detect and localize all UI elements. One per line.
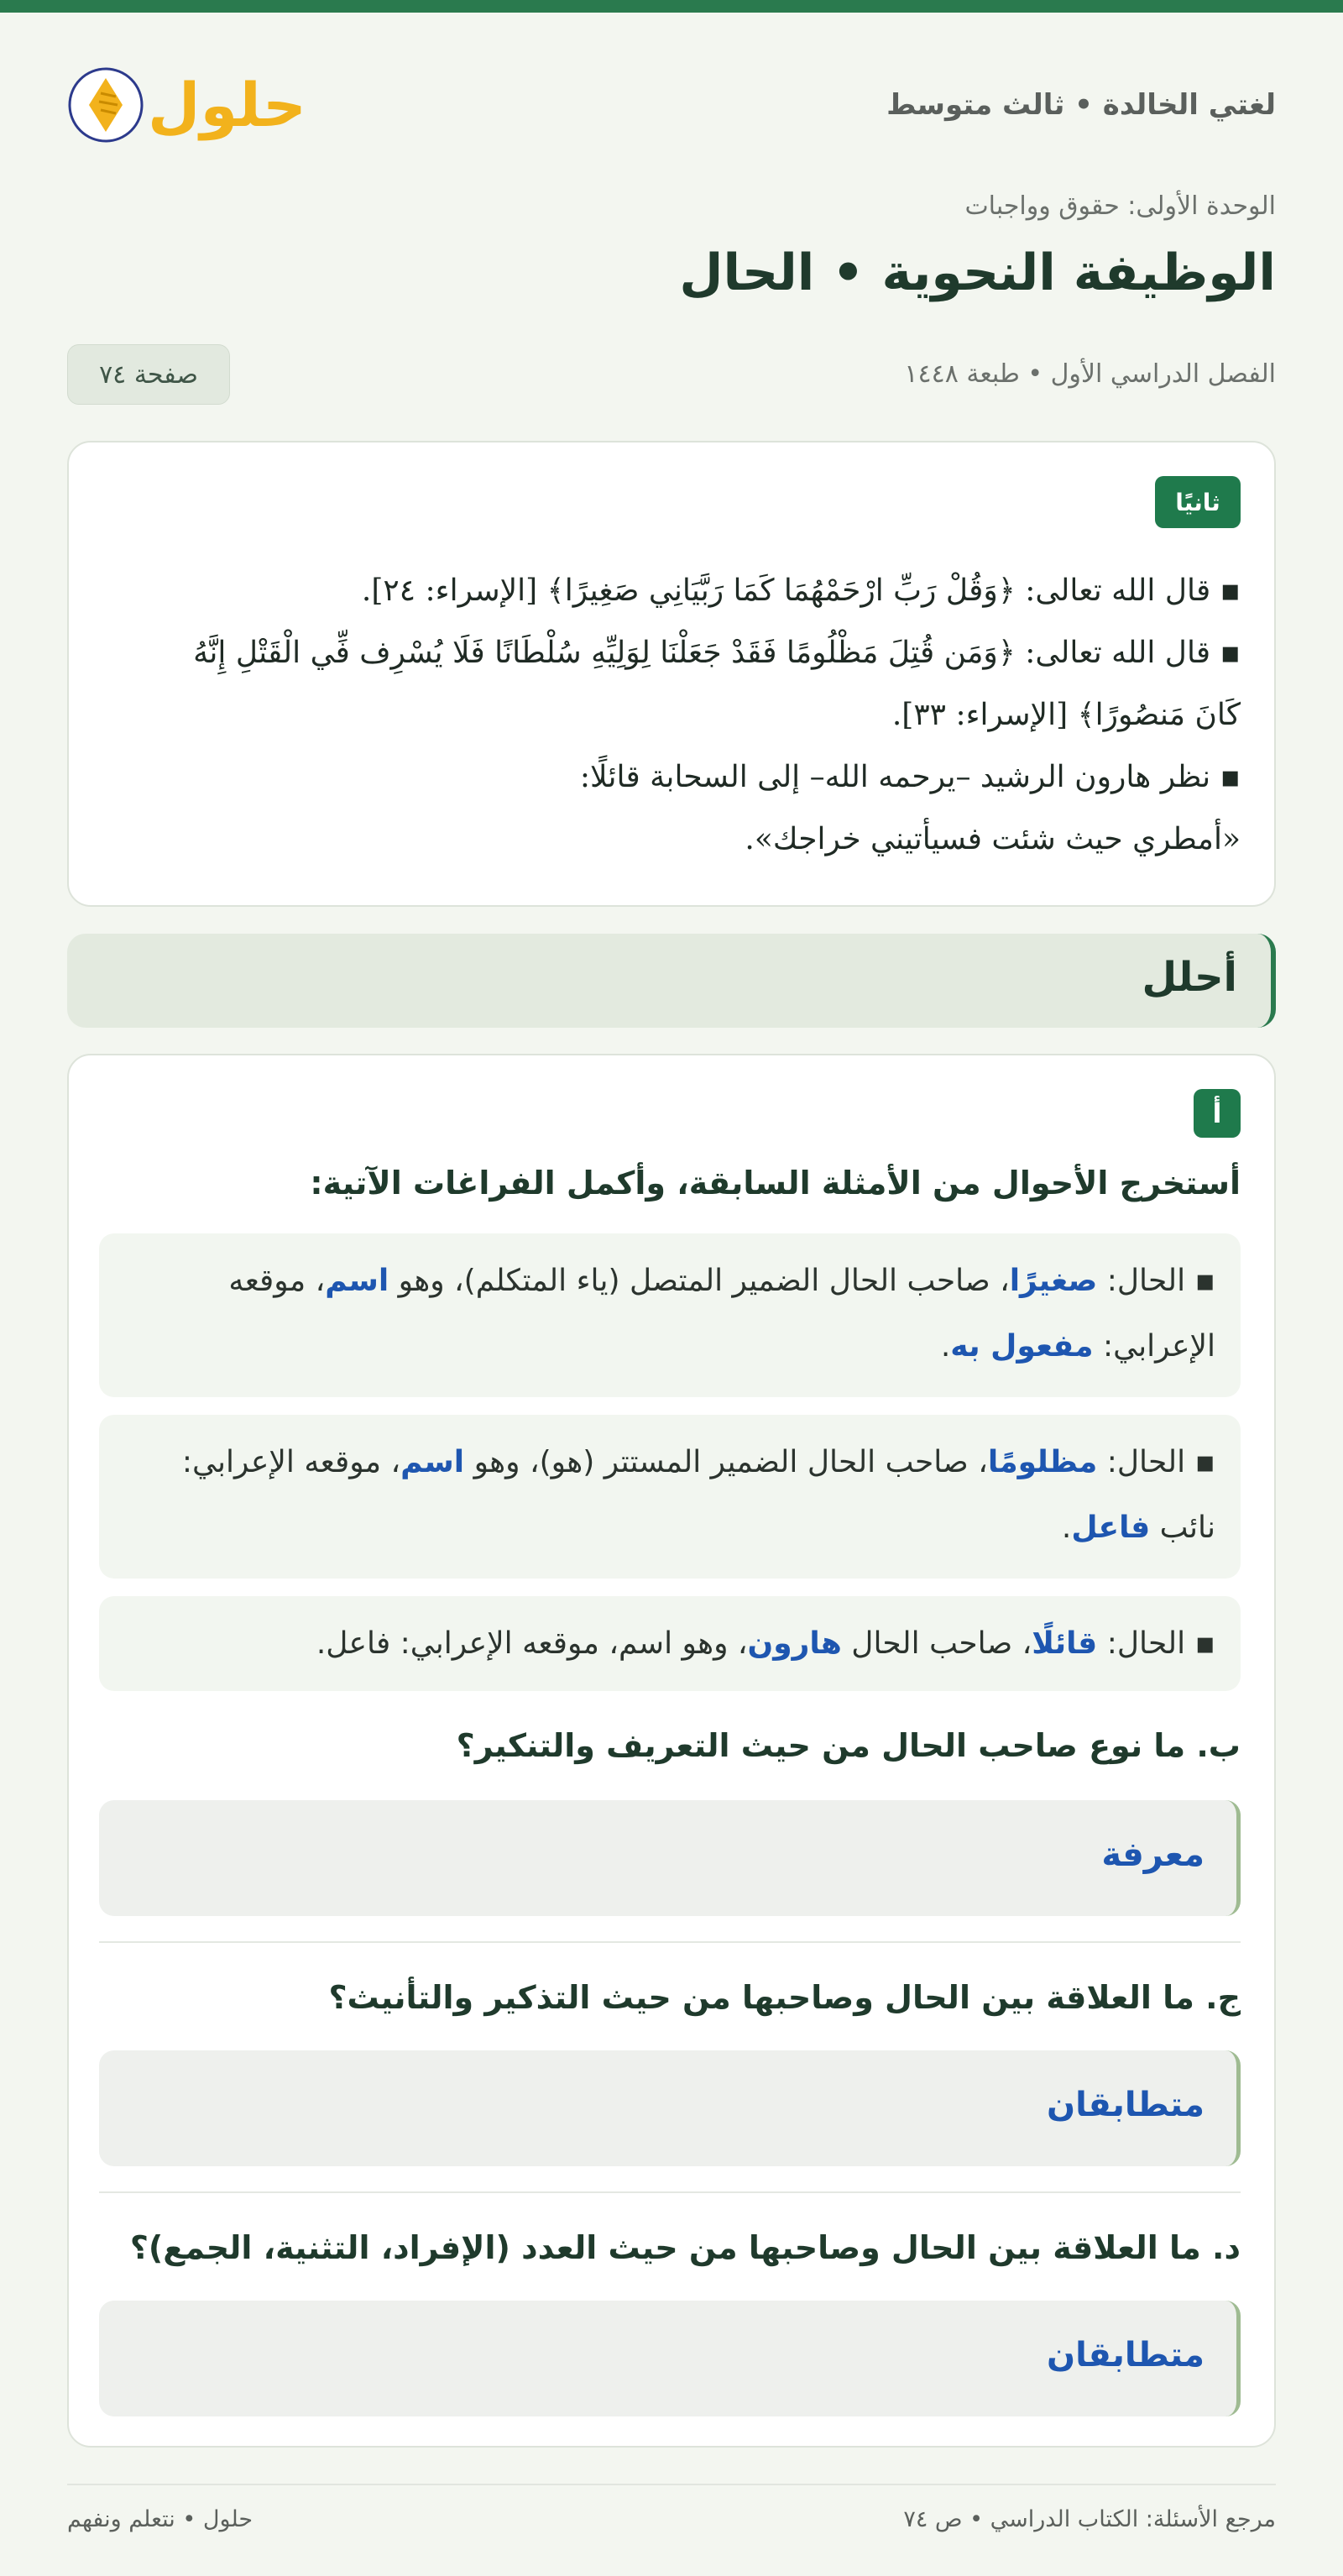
hal-word: مظلومًا — [987, 1445, 1098, 1479]
question-b: ب. ما نوع صاحب الحال من حيث التعريف والتنكير؟ — [456, 1727, 1241, 1764]
question-c: ج. ما العلاقة بين الحال وصاحبها من حيث التذكير والتأنيث؟ — [328, 1979, 1241, 2016]
examples-text — [99, 560, 1241, 871]
hal-owner: هارون — [747, 1626, 842, 1661]
page-header — [67, 50, 1276, 160]
examples-tag: ثانيًا — [1155, 476, 1241, 528]
answer-box-c — [99, 2050, 1241, 2166]
divider — [99, 2191, 1241, 2193]
answer-item — [99, 1415, 1241, 1579]
item-prefix: ▪ الحال: — [1097, 1626, 1215, 1661]
top-accent-bar — [0, 0, 1343, 13]
question-d: د. ما العلاقة بين الحال وصاحبها من حيث العدد (الإفراد، التثنية، الجمع)؟ — [129, 2229, 1241, 2266]
hal-word: قائلًا — [1032, 1626, 1098, 1661]
section-heading-text: أحلل — [1142, 954, 1237, 1001]
example-line: كَانَ مَنصُورًا﴾ [الإسراء: ٣٣]. — [891, 698, 1241, 732]
answer-item — [99, 1233, 1241, 1397]
section-heading — [67, 934, 1276, 1028]
example-line: «أمطري حيث شئت فسيأتيني خراجك». — [745, 822, 1241, 856]
item-end: . — [940, 1329, 951, 1364]
hal-word: صغيرًا — [1009, 1264, 1098, 1298]
logo-text: حلول — [148, 70, 306, 140]
grammatical-role: فاعل — [1071, 1511, 1151, 1545]
logo-book-icon — [67, 66, 144, 144]
item-text: ، صاحب الحال الضمير المستتر (هو)، وهو — [464, 1445, 988, 1479]
item-text: ، صاحب الحال الضمير المتصل (ياء المتكلم)، وهو — [389, 1264, 1010, 1298]
item-text: ، صاحب الحال — [841, 1626, 1032, 1661]
example-line: ▪ قال الله تعالى: ﴿وَمَن قُتِلَ مَظْلُومًا فَقَدْ جَعَلْنَا لِوَلِيِّهِ سُلْطَانًا فَلَا يُسْرِف فِّي الْقَتْلِ إِنَّهُ — [193, 636, 1241, 670]
footer-brand[interactable]: حلول • نتعلم ونفهم — [67, 2506, 253, 2532]
answer-b: معرفة — [1101, 1835, 1205, 1874]
footer-reference: مرجع الأسئلة: الكتاب الدراسي • ص ٧٤ — [903, 2506, 1276, 2532]
item-end: ، وهو اسم، موقعه الإعرابي: فاعل. — [316, 1626, 748, 1661]
item-text: ، موقعه الإعرابي: — [228, 1264, 1215, 1364]
item-prefix: ▪ الحال: — [1097, 1264, 1215, 1298]
answer-box-d — [99, 2301, 1241, 2416]
example-line: ▪ قال الله تعالى: ﴿وَقُلْ رَبِّ ارْحَمْهُمَا كَمَا رَبَّيَانِي صَغِيرًا﴾ [الإسراء: ٢٤]. — [361, 573, 1241, 608]
item-prefix: ▪ الحال: — [1097, 1445, 1215, 1479]
analysis-card — [67, 1054, 1276, 2448]
answer-item — [99, 1596, 1241, 1691]
grammatical-role: مفعول به — [950, 1329, 1094, 1364]
header-title: لغتي الخالدة • ثالث متوسط — [886, 88, 1276, 122]
brand-logo[interactable] — [67, 66, 306, 144]
item-text: ، موقعه الإعرابي: نائب — [181, 1445, 1215, 1545]
item-end: . — [1061, 1511, 1072, 1545]
answer-box-b — [99, 1800, 1241, 1916]
semester-label: الفصل الدراسي الأول • طبعة ١٤٤٨ — [904, 359, 1276, 389]
example-line: ▪ نظر هارون الرشيد –يرحمه الله– إلى السحابة قائلًا: — [579, 760, 1241, 794]
answer-d: متطابقان — [1046, 2336, 1205, 2374]
page-title: الوظيفة النحوية • الحال — [679, 243, 1276, 302]
page-number-badge: صفحة ٧٤ — [67, 344, 230, 405]
divider — [99, 1941, 1241, 1943]
footer-divider — [67, 2484, 1276, 2485]
answer-c: متطابقان — [1046, 2086, 1205, 2124]
word-type: اسم — [400, 1445, 465, 1479]
analysis-question: أستخرج الأحوال من الأمثلة السابقة، وأكمل الفراغات الآتية: — [310, 1165, 1241, 1202]
examples-card — [67, 441, 1276, 907]
word-type: اسم — [325, 1264, 389, 1298]
unit-label: الوحدة الأولى: حقوق وواجبات — [964, 191, 1276, 221]
analysis-tag: أ — [1194, 1089, 1241, 1138]
